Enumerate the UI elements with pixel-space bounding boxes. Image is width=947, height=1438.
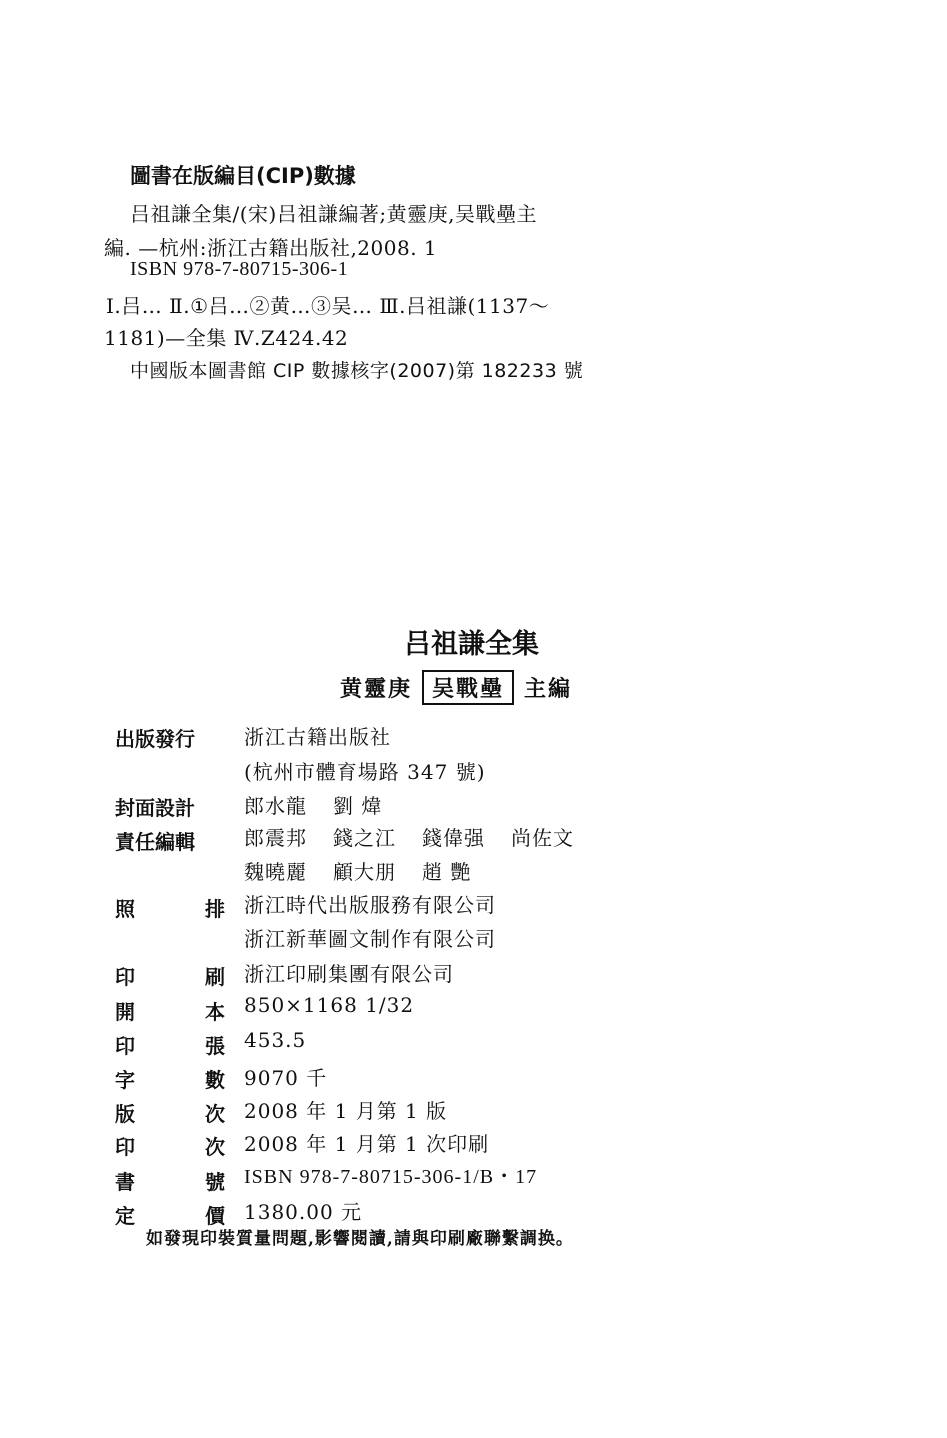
price-value: 1380.00 元	[244, 1200, 363, 1224]
person-name: 錢之江	[333, 826, 396, 850]
format-label	[115, 996, 225, 1025]
label-char: 字	[115, 1068, 135, 1092]
editor-name: 黄靈庚	[340, 676, 413, 702]
sheets-label	[115, 1030, 225, 1059]
publisher-label	[115, 723, 225, 752]
label-char: 次	[205, 1102, 225, 1126]
label-char: 版	[115, 1102, 135, 1126]
label-char: 價	[205, 1204, 225, 1228]
cip-line-1: 吕祖謙全集/(宋)吕祖謙編著;黄靈庚,吴戰壘主	[130, 202, 537, 226]
label-char: 次	[205, 1135, 225, 1159]
person-name: 郎震邦	[244, 826, 307, 850]
responsible-editors-line-1	[244, 822, 600, 851]
word-count-label	[115, 1064, 225, 1093]
cip-heading: 圖書在版編目(CIP)數據	[130, 164, 356, 188]
responsible-editors-line-2	[244, 856, 497, 885]
person-name: 顧大朋	[333, 860, 396, 884]
format-value: 850×1168 1/32	[244, 993, 415, 1017]
person-name: 趙 艷	[422, 860, 472, 884]
label-char: 數	[205, 1068, 225, 1092]
impression-value: 2008 年 1 月第 1 次印刷	[244, 1132, 490, 1156]
typesetting-company-2: 浙江新華圖文制作有限公司	[244, 927, 496, 951]
word-count-value: 9070 千	[244, 1066, 328, 1090]
label-text: 出版發行	[115, 727, 195, 751]
cip-record-number: 中國版本圖書館 CIP 數據核字(2007)第 182233 號	[130, 360, 584, 382]
cip-line-classification: Ⅰ.吕… Ⅱ.①吕…②黄…③吴… Ⅲ.吕祖謙(1137～	[106, 294, 550, 318]
cip-line-2: 編. —杭州:浙江古籍出版社,2008. 1	[104, 236, 438, 260]
cip-line-isbn: ISBN 978-7-80715-306-1	[130, 258, 349, 280]
editor-name-boxed: 吴戰壘	[422, 670, 514, 705]
person-name: 郎水龍	[244, 794, 307, 818]
responsible-editors-label	[115, 826, 225, 855]
edition-value: 2008 年 1 月第 1 版	[244, 1099, 448, 1123]
label-char: 刷	[205, 965, 225, 989]
cover-design-label	[115, 792, 225, 821]
chief-editors	[340, 670, 572, 705]
label-char: 印	[115, 1034, 135, 1058]
label-char: 照	[115, 897, 135, 921]
book-title: 吕祖謙全集	[404, 629, 539, 660]
cover-design-names	[244, 790, 408, 819]
person-name: 錢偉强	[422, 826, 485, 850]
printer-value: 浙江印刷集團有限公司	[244, 962, 454, 986]
cip-line-classification-cont: 1181)—全集 Ⅳ.Z424.42	[104, 326, 349, 350]
label-char: 印	[115, 965, 135, 989]
label-char: 排	[205, 897, 225, 921]
isbn-value: ISBN 978-7-80715-306-1/B・17	[244, 1166, 538, 1188]
label-char: 號	[205, 1170, 225, 1194]
label-char: 開	[115, 1000, 135, 1024]
person-name: 魏曉麗	[244, 860, 307, 884]
typesetting-label	[115, 893, 225, 922]
quality-notice: 如發現印裝質量問題,影響閱讀,請與印刷廠聯繫調换。	[146, 1229, 574, 1249]
person-name: 尚佐文	[511, 826, 574, 850]
typesetting-company-1: 浙江時代出版服務有限公司	[244, 893, 496, 917]
sheets-value: 453.5	[244, 1028, 307, 1052]
publisher-address: (杭州市體育場路 347 號)	[244, 760, 486, 784]
label-char: 書	[115, 1170, 135, 1194]
publisher-value: 浙江古籍出版社	[244, 725, 391, 749]
edition-label	[115, 1098, 225, 1127]
editor-role: 主編	[524, 676, 573, 702]
printing-label	[115, 961, 225, 990]
label-char: 本	[205, 1000, 225, 1024]
label-text: 封面設計	[115, 796, 195, 820]
person-name: 劉 煒	[333, 794, 383, 818]
isbn-label	[115, 1166, 225, 1195]
label-char: 定	[115, 1204, 135, 1228]
label-text: 責任編輯	[115, 830, 195, 854]
impression-label	[115, 1131, 225, 1160]
label-char: 印	[115, 1135, 135, 1159]
label-char: 張	[205, 1034, 225, 1058]
